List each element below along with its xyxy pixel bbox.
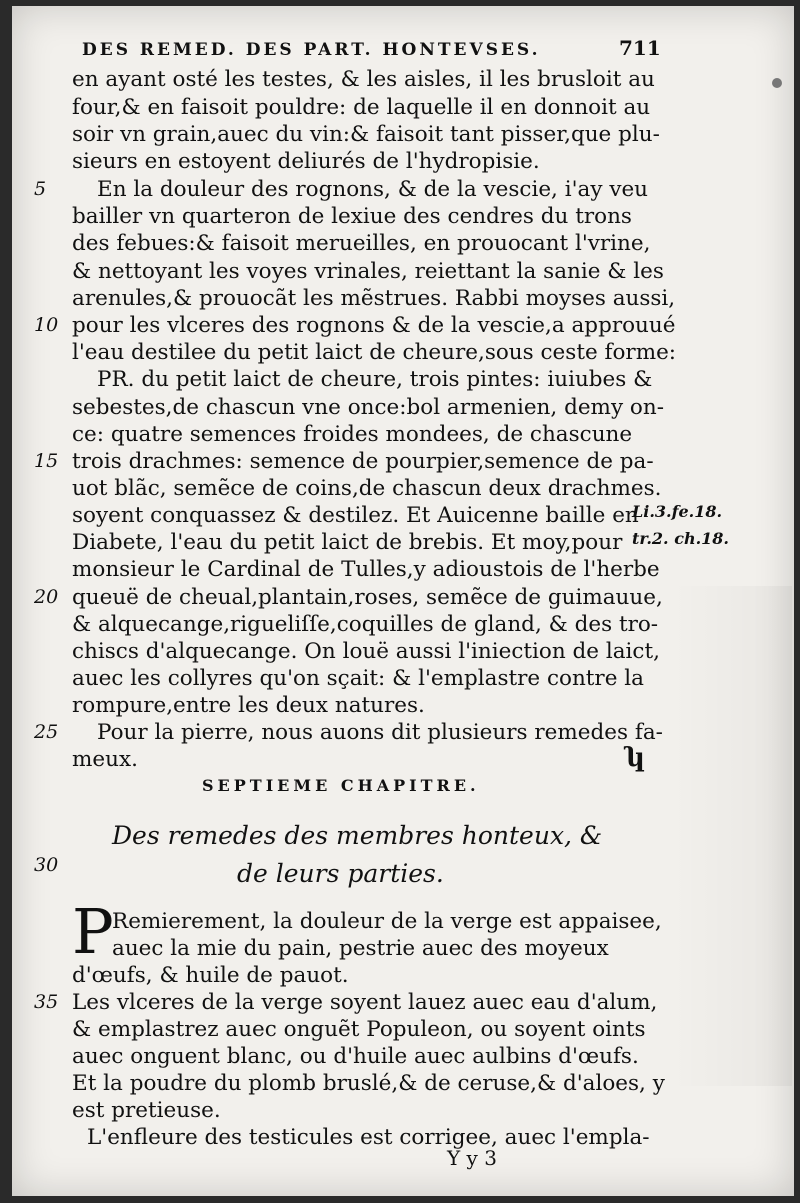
text-line: chiscs d'alquecange. On louë aussi l'iniection de laict,: [72, 639, 660, 664]
text-line: En la douleur des rognons, & de la vescie, i'ay veu: [97, 177, 649, 202]
chapter-title: de leurs parties.: [237, 859, 444, 888]
text-line: bailler vn quarteron de lexiue des cendres du trons: [72, 204, 632, 229]
text-line: Diabete, l'eau du petit laict de brebis. Et moy,pour: [72, 530, 623, 555]
text-line: PR. du petit laict de cheure, trois pintes: iuiubes &: [97, 367, 653, 392]
line-number: 25: [34, 721, 59, 743]
text-line: en ayant osté les testes, & les aisles, il les brusloit au: [72, 67, 655, 92]
text-line: arenules,& prouocãt les mẽstrues. Rabbi moyses aussi,: [72, 286, 676, 311]
text-line: sebestes,de chascun vne once:bol armenien, demy on-: [72, 395, 664, 420]
text-line: L'enfleure des testicules est corrigee, auec l'empla-: [87, 1125, 650, 1150]
text-line: auec les collyres qu'on sçait: & l'emplastre contre la: [72, 666, 644, 691]
drop-cap: P: [72, 895, 114, 968]
text-line: & emplastrez auec onguẽt Populeon, ou soyent oints: [72, 1017, 646, 1042]
text-line: Et la poudre du plomb bruslé,& de ceruse,& d'aloes, y: [72, 1071, 665, 1096]
text-line: pour les vlceres des rognons & de la vescie,a approuué: [72, 313, 676, 338]
printer-mark: ʮ: [626, 743, 642, 773]
line-number: 35: [34, 991, 59, 1013]
line-number: 20: [34, 586, 59, 608]
chapter-heading: SEPTIEME CHAPITRE.: [202, 776, 480, 795]
text-line: d'œufs, & huile de pauot.: [72, 963, 349, 988]
line-number: 10: [34, 314, 59, 336]
text-line: sieurs en estoyent deliurés de l'hydropisie.: [72, 149, 540, 174]
text-line: monsieur le Cardinal de Tulles,y adioustois de l'herbe: [72, 557, 660, 582]
text-line: trois drachmes: semence de pourpier,semence de pa-: [72, 449, 654, 474]
ink-spot: [772, 78, 782, 88]
text-line: soyent conquassez & destilez. Et Auicenne baille en: [72, 503, 639, 528]
text-line: des febues:& faisoit merueilles, en prouocant l'vrine,: [72, 231, 651, 256]
margin-note: Li.3.fe.18.: [632, 502, 723, 521]
margin-note: tr.2. ch.18.: [632, 529, 729, 548]
show-through-shadow: [672, 586, 792, 1086]
line-number: 5: [34, 178, 47, 200]
page-number: 711: [619, 36, 661, 60]
text-line: est pretieuse.: [72, 1098, 221, 1123]
text-line: queuë de cheual,plantain,roses, semẽce de guimauue,: [72, 585, 663, 610]
text-line: auec la mie du pain, pestrie auec des moyeux: [112, 936, 609, 961]
text-line: Pour la pierre, nous auons dit plusieurs remedes fa-: [97, 720, 663, 745]
text-line: & alquecange,rigueliſſe,coquilles de gland, & des tro-: [72, 612, 659, 637]
text-line: auec onguent blanc, ou d'huile auec aulbins d'œufs.: [72, 1044, 639, 1069]
text-line: & nettoyant les voyes vrinales, reiettant la sanie & les: [72, 259, 664, 284]
text-line: soir vn grain,auec du vin:& faisoit tant pisser,que plu-: [72, 122, 660, 147]
running-title: DES REMED. DES PART. HONTEVSES.: [82, 40, 541, 60]
book-page: [12, 6, 794, 1196]
text-line: Les vlceres de la verge soyent lauez auec eau d'alum,: [72, 990, 658, 1015]
text-line: uot blãc, semẽce de coins,de chascun deux drachmes.: [72, 476, 662, 501]
text-line: ce: quatre semences froides mondees, de chascune: [72, 422, 633, 447]
text-line: four,& en faisoit pouldre: de laquelle il en donnoit au: [72, 95, 651, 120]
text-line: rompure,entre les deux natures.: [72, 693, 425, 718]
line-number: 30: [34, 854, 59, 876]
line-number: 15: [34, 450, 59, 472]
text-line: meux.: [72, 747, 138, 772]
signature-mark: Y y 3: [447, 1146, 497, 1170]
text-line: l'eau destilee du petit laict de cheure,sous ceste forme:: [72, 340, 677, 365]
chapter-title: Des remedes des membres honteux, &: [112, 821, 603, 850]
text-line: Remierement, la douleur de la verge est appaisee,: [112, 909, 662, 934]
